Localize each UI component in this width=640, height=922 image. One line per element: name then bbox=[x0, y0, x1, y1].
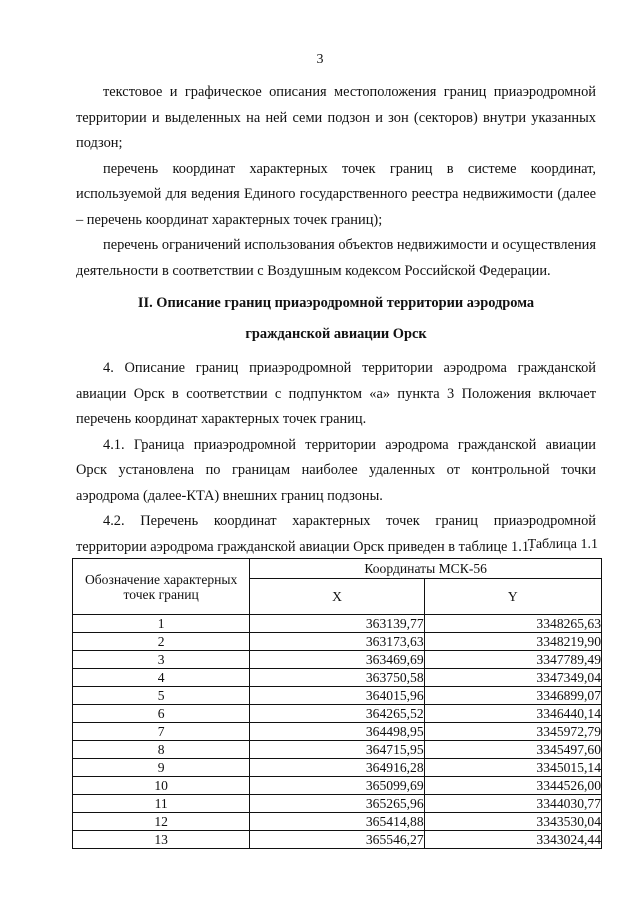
y-coordinate-cell: 3346440,14 bbox=[424, 705, 601, 723]
point-number-cell: 10 bbox=[73, 777, 250, 795]
section-title bbox=[76, 288, 596, 350]
table-caption: Таблица 1.1 bbox=[527, 537, 598, 552]
y-coordinate-cell: 3346899,07 bbox=[424, 687, 601, 705]
y-coordinate-cell: 3348219,90 bbox=[424, 633, 601, 651]
table-row bbox=[73, 813, 602, 831]
table-row bbox=[73, 633, 602, 651]
point-number-cell: 7 bbox=[73, 723, 250, 741]
x-coordinate-cell: 364916,28 bbox=[250, 759, 424, 777]
section-title-line-2: гражданской авиации Орск bbox=[245, 326, 427, 342]
table-row bbox=[73, 795, 602, 813]
section-paragraph-4-2: 4.2. Перечень координат характерных точек границ приаэродромной территории аэродрома гражданской авиации Орск приведен в таблице 1.1. bbox=[76, 513, 596, 555]
header-point-name: Обозначение характерных точек границ bbox=[73, 559, 250, 615]
x-coordinate-cell: 364265,52 bbox=[250, 705, 424, 723]
table-row bbox=[73, 723, 602, 741]
y-coordinate-cell: 3345972,79 bbox=[424, 723, 601, 741]
x-coordinate-cell: 365414,88 bbox=[250, 813, 424, 831]
point-number-cell: 2 bbox=[73, 633, 250, 651]
x-coordinate-cell: 364015,96 bbox=[250, 687, 424, 705]
header-y: Y bbox=[424, 579, 601, 615]
point-number-cell: 5 bbox=[73, 687, 250, 705]
coordinates-table-body bbox=[73, 615, 602, 849]
x-coordinate-cell: 363173,63 bbox=[250, 633, 424, 651]
x-coordinate-cell: 363139,77 bbox=[250, 615, 424, 633]
document-body bbox=[76, 80, 596, 560]
point-number-cell: 3 bbox=[73, 651, 250, 669]
section-title-line-1: II. Описание границ приаэродромной территории аэродрома bbox=[137, 295, 535, 311]
point-number-cell: 11 bbox=[73, 795, 250, 813]
x-coordinate-cell: 365546,27 bbox=[250, 831, 424, 849]
x-coordinate-cell: 365099,69 bbox=[250, 777, 424, 795]
y-coordinate-cell: 3348265,63 bbox=[424, 615, 601, 633]
y-coordinate-cell: 3344030,77 bbox=[424, 795, 601, 813]
y-coordinate-cell: 3347349,04 bbox=[424, 669, 601, 687]
y-coordinate-cell: 3343530,04 bbox=[424, 813, 601, 831]
table-row bbox=[73, 705, 602, 723]
point-number-cell: 4 bbox=[73, 669, 250, 687]
x-coordinate-cell: 364715,95 bbox=[250, 741, 424, 759]
point-number-cell: 1 bbox=[73, 615, 250, 633]
point-number-cell: 13 bbox=[73, 831, 250, 849]
y-coordinate-cell: 3347789,49 bbox=[424, 651, 601, 669]
point-number-cell: 6 bbox=[73, 705, 250, 723]
y-coordinate-cell: 3343024,44 bbox=[424, 831, 601, 849]
point-number-cell: 12 bbox=[73, 813, 250, 831]
intro-paragraph-1: текстовое и графическое описания местоположения границ приаэродромной территории и выделенных на ней семи подзон и зон (секторов) внутри указанных подзон; bbox=[76, 84, 596, 151]
table-row bbox=[73, 651, 602, 669]
y-coordinate-cell: 3344526,00 bbox=[424, 777, 601, 795]
x-coordinate-cell: 365265,96 bbox=[250, 795, 424, 813]
section-paragraph-4: 4. Описание границ приаэродромной территории аэродрома гражданской авиации Орск в соответствии с подпунктом «а» пункта 3 Положения включает перечень координат характерных точек границ. bbox=[76, 360, 596, 427]
y-coordinate-cell: 3345015,14 bbox=[424, 759, 601, 777]
x-coordinate-cell: 363750,58 bbox=[250, 669, 424, 687]
table-row bbox=[73, 777, 602, 795]
coordinates-table bbox=[72, 558, 602, 849]
intro-paragraph-2: перечень координат характерных точек границ в системе координат, используемой для ведения Единого государственного реестра недвижимости (далее – перечень координат характерных точек границ); bbox=[76, 160, 596, 228]
table-row bbox=[73, 741, 602, 759]
intro-paragraph-3: перечень ограничений использования объектов недвижимости и осуществления деятельности в соответствии с Воздушным кодексом Российской Федерации. bbox=[76, 237, 596, 279]
table-row bbox=[73, 687, 602, 705]
page-number: 3 bbox=[316, 52, 324, 67]
table-row bbox=[73, 669, 602, 687]
header-x: X bbox=[250, 579, 424, 615]
table-row bbox=[73, 615, 602, 633]
point-number-cell: 9 bbox=[73, 759, 250, 777]
section-paragraph-4-1: 4.1. Граница приаэродромной территории аэродрома гражданской авиации Орск установлена по границам наиболее удаленных от контрольной точки аэродрома (далее-КТА) внешних границ подзоны. bbox=[76, 436, 596, 504]
x-coordinate-cell: 363469,69 bbox=[250, 651, 424, 669]
x-coordinate-cell: 364498,95 bbox=[250, 723, 424, 741]
table-row bbox=[73, 831, 602, 849]
y-coordinate-cell: 3345497,60 bbox=[424, 741, 601, 759]
table-row bbox=[73, 759, 602, 777]
point-number-cell: 8 bbox=[73, 741, 250, 759]
header-coordinates: Координаты МСК-56 bbox=[250, 559, 602, 579]
